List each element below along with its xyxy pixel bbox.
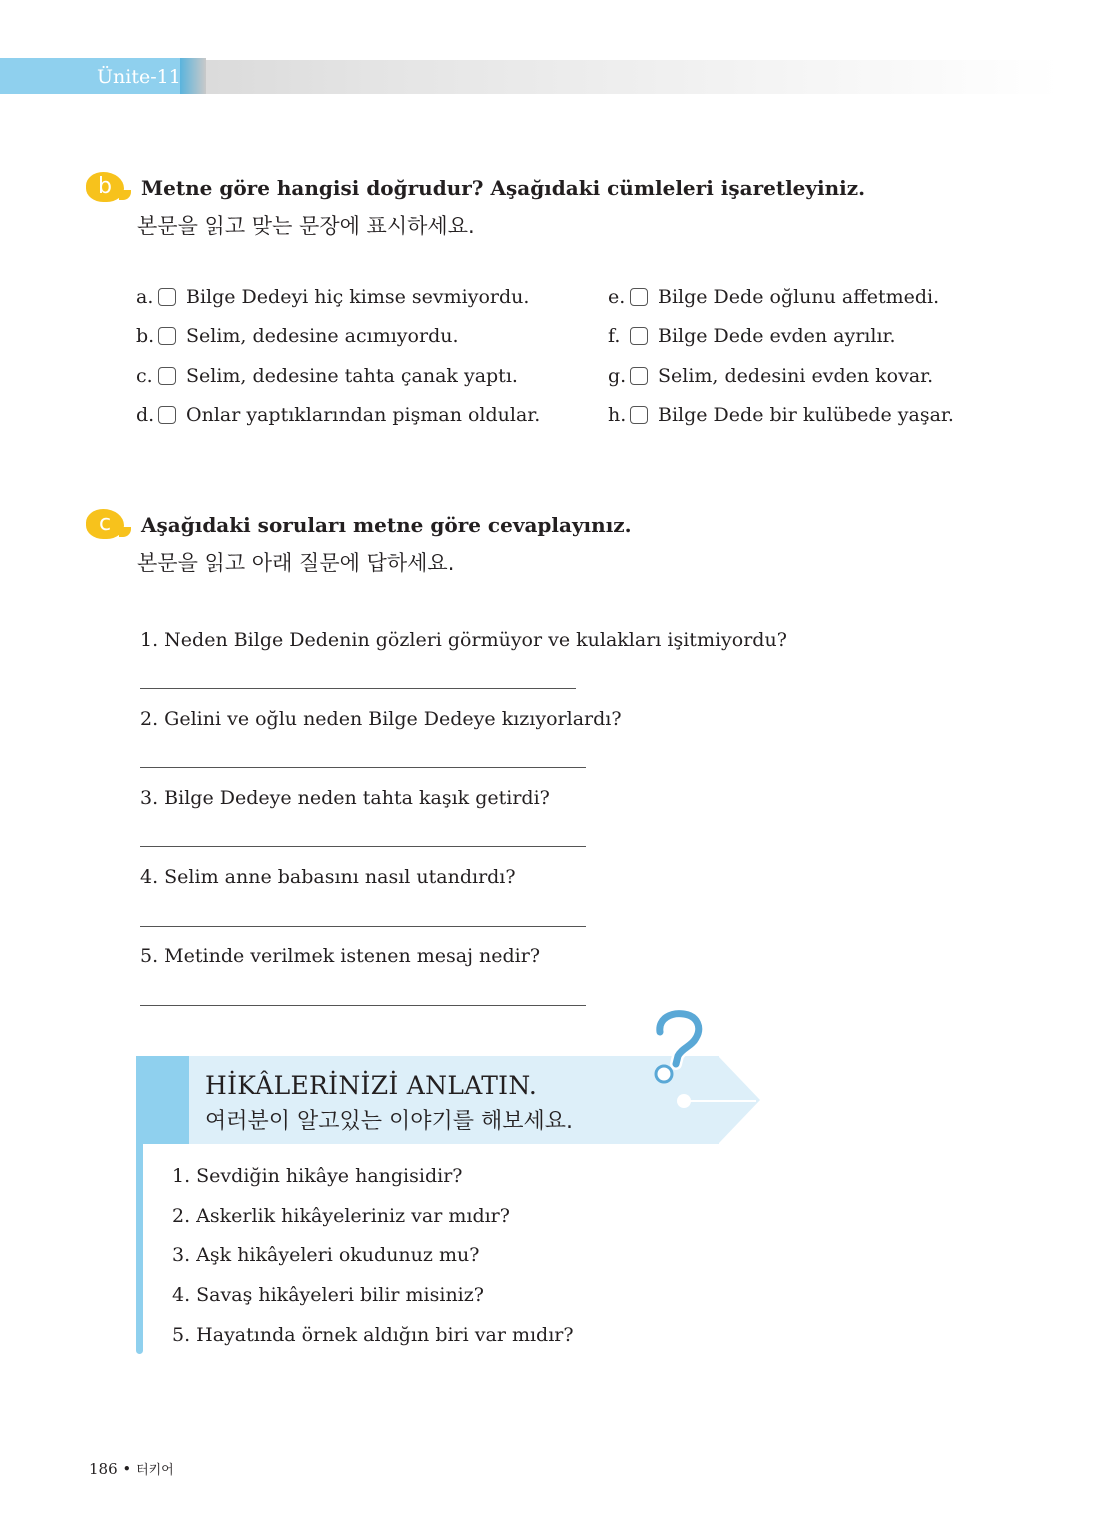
statement-text: Bilge Dede oğlunu affetmedi. [658, 286, 940, 308]
answer-line-3[interactable] [140, 846, 586, 847]
story-header-strip [136, 1056, 189, 1144]
story-title: HİKÂLERİNİZİ ANLATIN. [205, 1071, 538, 1100]
statement-f [608, 323, 896, 349]
page-number: 186 [89, 1460, 118, 1478]
statement-h [608, 402, 954, 428]
statement-b [136, 323, 459, 349]
answer-line-5[interactable] [140, 1005, 586, 1006]
statement-text: Selim, dedesine tahta çanak yaptı. [186, 365, 518, 387]
footer [89, 1458, 174, 1482]
footer-separator: • [122, 1460, 132, 1478]
statement-checkbox[interactable] [158, 367, 176, 385]
unit-label: Ünite-11 [97, 66, 181, 88]
statement-checkbox[interactable] [158, 288, 176, 306]
statement-checkbox[interactable] [630, 288, 648, 306]
statement-text: Selim, dedesine acımıyordu. [186, 325, 459, 347]
statement-text: Bilge Dedeyi hiç kimse sevmiyordu. [186, 286, 530, 308]
story-question-2: 2. Askerlik hikâyeleriniz var mıdır? [172, 1205, 510, 1227]
statement-letter: e. [608, 286, 626, 308]
question-1: 1. Neden Bilge Dedenin gözleri görmüyor ve kulakları işitmiyordu? [140, 629, 787, 651]
statement-checkbox[interactable] [630, 367, 648, 385]
section-b-title: Metne göre hangisi doğrudur? Aşağıdaki cümleleri işaretleyiniz. [141, 176, 866, 200]
statement-a [136, 284, 529, 310]
statement-letter: g. [608, 365, 627, 387]
section-c-badge: c [86, 509, 124, 539]
statement-checkbox[interactable] [630, 406, 648, 424]
statement-checkbox[interactable] [630, 327, 648, 345]
statement-text: Onlar yaptıklarından pişman oldular. [186, 404, 541, 426]
story-question-5: 5. Hayatında örnek aldığın biri var mıdır? [172, 1324, 574, 1346]
statement-text: Bilge Dede bir kulübede yaşar. [658, 404, 954, 426]
question-5: 5. Metinde verilmek istenen mesaj nedir? [140, 945, 541, 967]
story-pin-dot [677, 1094, 691, 1108]
section-c-title: Aşağıdaki soruları metne göre cevaplayınız. [141, 513, 632, 537]
statement-letter: d. [136, 404, 155, 426]
statement-text: Bilge Dede evden ayrılır. [658, 325, 896, 347]
statement-c [136, 363, 518, 389]
statement-e [608, 284, 939, 310]
story-subtitle: 여러분이 알고있는 이야기를 해보세요. [205, 1109, 574, 1134]
question-mark-icon [646, 1010, 706, 1086]
statement-letter: b. [136, 325, 155, 347]
statement-letter: a. [136, 286, 154, 308]
story-question-3: 3. Aşk hikâyeleri okudunuz mu? [172, 1244, 480, 1266]
book-label: 터키어 [136, 1463, 174, 1478]
answer-line-2[interactable] [140, 767, 586, 768]
section-b-badge: b [86, 172, 124, 202]
section-c-subtitle: 본문을 읽고 아래 질문에 답하세요. [137, 551, 455, 575]
story-question-4: 4. Savaş hikâyeleri bilir misiniz? [172, 1284, 484, 1306]
story-question-1: 1. Sevdiğin hikâye hangisidir? [172, 1165, 463, 1187]
statement-text: Selim, dedesini evden kovar. [658, 365, 934, 387]
answer-line-4[interactable] [140, 926, 586, 927]
question-2: 2. Gelini ve oğlu neden Bilge Dedeye kızıyorlardı? [140, 708, 622, 730]
story-pin-line [690, 1100, 756, 1102]
statement-letter: f. [608, 325, 621, 347]
statement-letter: c. [136, 365, 153, 387]
answer-line-1[interactable] [140, 688, 576, 689]
question-4: 4. Selim anne babasını nasıl utandırdı? [140, 866, 516, 888]
statement-g [608, 363, 933, 389]
statement-checkbox[interactable] [158, 406, 176, 424]
statement-d [136, 402, 540, 428]
statement-letter: h. [608, 404, 627, 426]
question-3: 3. Bilge Dedeye neden tahta kaşık getirdi? [140, 787, 550, 809]
section-b-subtitle: 본문을 읽고 맞는 문장에 표시하세요. [137, 214, 475, 238]
statement-checkbox[interactable] [158, 327, 176, 345]
